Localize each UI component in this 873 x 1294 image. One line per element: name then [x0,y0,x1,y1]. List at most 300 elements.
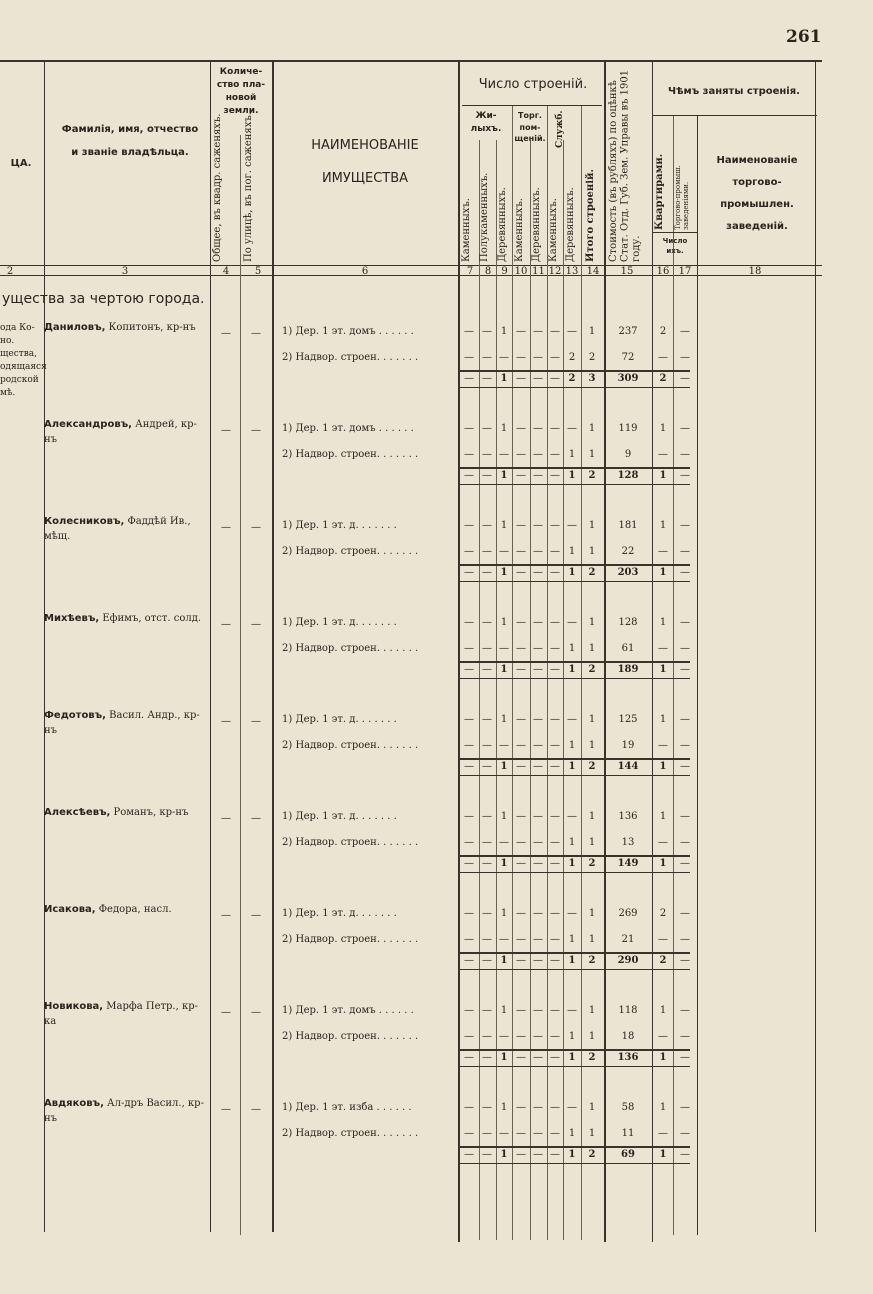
sum-stone-service: — [550,664,560,675]
sum-total-buildings: 2 [588,761,596,772]
sum-underline [458,581,690,582]
sum-wood-res: 1 [500,858,508,869]
header-wood3: Деревянныхъ. [565,187,576,262]
col-number: 3 [121,266,129,277]
wood-trade-cell: — [533,423,543,434]
sum-establishments: — [680,373,690,384]
col-number: 9 [501,266,508,277]
halfstone-res-cell: — [482,1005,492,1016]
stone-trade-cell: — [516,1031,526,1042]
sum-halfstone-res: — [482,955,492,966]
establishments-cell: — [680,1031,690,1042]
value-cell: 22 [621,546,635,557]
sum-total-buildings: 2 [588,858,596,869]
wood-trade-cell: — [533,1128,543,1139]
owner-name: Михѣевъ, Ефимъ, отст. солд. [44,613,202,624]
sum-apartments: 2 [659,955,667,966]
stone-res-cell: — [464,1128,474,1139]
sum-wood-res: 1 [500,1149,508,1160]
stone-trade-cell: — [516,811,526,822]
sum-underline [458,484,690,485]
wood-res-cell: — [499,643,509,654]
property-item: 1) Дер. 1 эт. домъ . . . . . . [282,1005,414,1016]
wood-trade-cell: — [533,326,543,337]
sum-stone-res: — [464,761,474,772]
apartments-cell: — [658,934,668,945]
total-buildings-cell: 1 [588,1128,596,1139]
total-buildings-cell: 1 [588,1031,596,1042]
sum-value: 290 [617,955,639,966]
wood-trade-cell: — [533,908,543,919]
sum-stone-trade: — [516,955,526,966]
apartments-cell: 1 [659,617,667,628]
stone-service-cell: — [550,1102,560,1113]
stone-res-cell: — [464,1005,474,1016]
property-item: 1) Дер. 1 эт. д. . . . . . . [282,520,397,531]
establishments-cell: — [680,811,690,822]
value-cell: 269 [618,908,638,919]
sum-establishments: — [680,664,690,675]
apartments-cell: 1 [659,714,667,725]
header-occupied: Чѣмъ заняты строенія. [668,86,800,97]
sum-value: 149 [617,858,639,869]
property-item: 2) Надвор. строен. . . . . . . [282,1128,419,1139]
col-number: 11 [532,266,545,277]
stone-res-cell: — [464,811,474,822]
establishments-cell: — [680,1128,690,1139]
sum-stone-service: — [550,1149,560,1160]
wood-service-cell: 1 [568,449,576,460]
sum-establishments: — [680,567,690,578]
establishments-cell: — [680,908,690,919]
sum-wood-service: 1 [568,955,576,966]
sum-value: 69 [621,1149,635,1160]
sum-wood-service: 1 [568,761,576,772]
wood-trade-cell: — [533,1031,543,1042]
stone-trade-cell: — [516,352,526,363]
sum-stone-res: — [464,373,474,384]
sum-wood-service: 1 [568,470,576,481]
stone-service-cell: — [550,326,560,337]
col-number: 18 [748,266,762,277]
sum-rule [458,1049,690,1051]
property-item: 1) Дер. 1 эт. домъ . . . . . . [282,326,414,337]
wood-service-cell: — [567,326,577,337]
total-buildings-cell: 1 [588,811,596,822]
wood-res-cell: — [499,740,509,751]
stone-trade-cell: — [516,1128,526,1139]
property-item: 1) Дер. 1 эт. д. . . . . . . [282,908,397,919]
sum-stone-trade: — [516,470,526,481]
sum-underline [458,387,690,388]
sum-establishments: — [680,955,690,966]
halfstone-res-cell: — [482,740,492,751]
stone-res-cell: — [464,423,474,434]
wood-res-cell: — [499,837,509,848]
apartments-cell: 1 [659,423,667,434]
stone-res-cell: — [464,643,474,654]
stone-trade-cell: — [516,449,526,460]
sum-wood-trade: — [533,664,543,675]
wood-res-cell: — [499,546,509,557]
owner-name: Федотовъ, Васил. Андр., кр-нъ [44,710,200,736]
value-cell: 19 [621,740,635,751]
total-buildings-cell: 1 [588,908,596,919]
col-number: 4 [222,266,230,277]
sum-apartments: 2 [659,373,667,384]
land-total-dash: — [221,328,231,339]
stone-service-cell: — [550,1031,560,1042]
establishments-cell: — [680,1005,690,1016]
sum-stone-service: — [550,567,560,578]
halfstone-res-cell: — [482,520,492,531]
stone-service-cell: — [550,352,560,363]
apartments-cell: — [658,1128,668,1139]
sum-stone-res: — [464,858,474,869]
halfstone-res-cell: — [482,837,492,848]
value-cell: 13 [621,837,635,848]
col-number: 2 [6,266,14,277]
stone-res-cell: — [464,908,474,919]
sum-halfstone-res: — [482,858,492,869]
header-left-fragment: ЦА. [10,158,32,169]
wood-trade-cell: — [533,811,543,822]
stone-trade-cell: — [516,1102,526,1113]
sum-apartments: 1 [659,1149,667,1160]
sum-stone-trade: — [516,664,526,675]
land-total-dash: — [221,425,231,436]
sum-stone-res: — [464,664,474,675]
wood-trade-cell: — [533,643,543,654]
sum-value: 144 [617,761,639,772]
header-value: Стоимость (въ рубляхъ) по оцѣнкѣ Стат. Отд. Губ. Зем. Управы въ 1901 году. [608,69,642,262]
owner-name: Александровъ, Андрей, кр-нъ [44,419,197,445]
property-item: 1) Дер. 1 эт. домъ . . . . . . [282,423,414,434]
property-item: 2) Надвор. строен. . . . . . . [282,449,419,460]
sum-stone-trade: — [516,1149,526,1160]
sum-value: 309 [617,373,639,384]
sum-establishments: — [680,761,690,772]
sum-value: 136 [617,1052,639,1063]
sum-rule [458,370,690,372]
sum-value: 128 [617,470,639,481]
col-number: 15 [620,266,634,277]
halfstone-res-cell: — [482,423,492,434]
sum-value: 189 [617,664,639,675]
stone-res-cell: — [464,714,474,725]
wood-service-cell: 1 [568,837,576,848]
stone-service-cell: — [550,714,560,725]
wood-res-cell: 1 [500,811,508,822]
col-number: 10 [514,266,528,277]
establishments-cell: — [680,714,690,725]
halfstone-res-cell: — [482,934,492,945]
wood-service-cell: 1 [568,1128,576,1139]
wood-trade-cell: — [533,740,543,751]
header-stone3: Каменныхъ. [548,198,559,262]
stone-service-cell: — [550,1128,560,1139]
sum-total-buildings: 2 [588,470,596,481]
value-cell: 125 [618,714,638,725]
col-number: 16 [656,266,670,277]
header-trade: Торг. пом-щеній. [514,111,546,144]
land-streets-dash: — [251,910,261,921]
stone-service-cell: — [550,520,560,531]
header-owner: Фамилія, имя, отчество и званіе владѣльца. [61,124,199,158]
wood-trade-cell: — [533,934,543,945]
sum-wood-res: 1 [500,761,508,772]
sum-establishments: — [680,470,690,481]
wood-trade-cell: — [533,1102,543,1113]
wood-trade-cell: — [533,837,543,848]
establishments-cell: — [680,352,690,363]
sum-rule [458,1146,690,1148]
stone-trade-cell: — [516,617,526,628]
stone-trade-cell: — [516,1005,526,1016]
wood-res-cell: — [499,1031,509,1042]
stone-res-cell: — [464,546,474,557]
sum-establishments: — [680,1052,690,1063]
stone-trade-cell: — [516,714,526,725]
property-item: 2) Надвор. строен. . . . . . . [282,546,419,557]
stone-trade-cell: — [516,740,526,751]
establishments-cell: — [680,837,690,848]
sum-rule [458,467,690,469]
value-cell: 181 [618,520,638,531]
property-item: 2) Надвор. строен. . . . . . . [282,740,419,751]
sum-wood-trade: — [533,1052,543,1063]
establishments-cell: — [680,520,690,531]
halfstone-res-cell: — [482,449,492,460]
apartments-cell: 2 [659,326,667,337]
total-buildings-cell: 1 [588,617,596,628]
stone-service-cell: — [550,546,560,557]
wood-trade-cell: — [533,714,543,725]
total-buildings-cell: 1 [588,520,596,531]
sum-stone-service: — [550,470,560,481]
sum-stone-res: — [464,1149,474,1160]
sum-halfstone-res: — [482,761,492,772]
establishments-cell: — [680,934,690,945]
apartments-cell: — [658,1031,668,1042]
stone-trade-cell: — [516,520,526,531]
owner-name: Даниловъ, Копитонъ, кр-нъ [44,322,196,333]
header-trade-establishments: Торгово-промыш. заведеніями. [674,165,691,230]
sum-apartments: 1 [659,761,667,772]
col-number: 7 [466,266,474,277]
total-buildings-cell: 1 [588,714,596,725]
wood-service-cell: 1 [568,740,576,751]
stone-trade-cell: — [516,423,526,434]
land-total-dash: — [221,1007,231,1018]
apartments-cell: 1 [659,1102,667,1113]
land-streets-dash: — [251,328,261,339]
sum-underline [458,872,690,873]
col-number: 14 [586,266,600,277]
sum-halfstone-res: — [482,1052,492,1063]
wood-res-cell: 1 [500,1005,508,1016]
stone-trade-cell: — [516,934,526,945]
land-total-dash: — [221,1104,231,1115]
wood-service-cell: 1 [568,934,576,945]
value-cell: 18 [621,1031,635,1042]
sum-apartments: 1 [659,1052,667,1063]
land-total-dash: — [221,522,231,533]
sum-apartments: 1 [659,470,667,481]
wood-service-cell: — [567,1102,577,1113]
property-item: 2) Надвор. строен. . . . . . . [282,643,419,654]
header-service: Служб. [555,110,565,148]
sum-wood-service: 1 [568,1052,576,1063]
land-streets-dash: — [251,522,261,533]
stone-res-cell: — [464,740,474,751]
stone-service-cell: — [550,449,560,460]
property-item: 1) Дер. 1 эт. изба . . . . . . [282,1102,412,1113]
value-cell: 128 [618,617,638,628]
col-number: 12 [548,266,562,277]
sum-rule [458,855,690,857]
wood-trade-cell: — [533,1005,543,1016]
header-apartments: Квартирами. [654,153,665,230]
establishments-cell: — [680,546,690,557]
col-number: 5 [254,266,262,277]
stone-service-cell: — [550,908,560,919]
wood-service-cell: — [567,520,577,531]
sum-stone-trade: — [516,761,526,772]
header-establishment-name: Наименованіе торгово-промышлен. заведеній. [716,155,798,232]
wood-res-cell: 1 [500,1102,508,1113]
total-buildings-cell: 1 [588,326,596,337]
stone-trade-cell: — [516,837,526,848]
stone-service-cell: — [550,837,560,848]
sum-underline [458,678,690,679]
wood-res-cell: — [499,449,509,460]
sum-wood-res: 1 [500,955,508,966]
sum-total-buildings: 2 [588,567,596,578]
stone-res-cell: — [464,934,474,945]
sum-halfstone-res: — [482,1149,492,1160]
sum-rule [458,564,690,566]
wood-trade-cell: — [533,617,543,628]
sum-total-buildings: 3 [588,373,596,384]
total-buildings-cell: 1 [588,934,596,945]
header-residential: Жи-лыхъ. [470,111,502,135]
header-property: НАИМЕНОВАНІЕ ИМУЩЕСТВА [311,138,419,186]
col-number: 8 [484,266,492,277]
property-item: 2) Надвор. строен. . . . . . . [282,1031,419,1042]
sum-underline [458,1163,690,1164]
total-buildings-cell: 1 [588,1102,596,1113]
col-number: 13 [565,266,579,277]
sum-stone-trade: — [516,1052,526,1063]
sum-wood-trade: — [533,470,543,481]
header-land-total: Общее, въ квадр. саженяхъ. [212,113,223,262]
wood-service-cell: — [567,908,577,919]
wood-res-cell: 1 [500,326,508,337]
col-number: 17 [678,266,692,277]
stone-trade-cell: — [516,326,526,337]
sum-total-buildings: 2 [588,955,596,966]
stone-res-cell: — [464,449,474,460]
sum-stone-service: — [550,761,560,772]
stone-service-cell: — [550,643,560,654]
sum-stone-trade: — [516,373,526,384]
sum-rule [458,758,690,760]
value-cell: 72 [621,352,635,363]
stone-service-cell: — [550,617,560,628]
wood-service-cell: — [567,811,577,822]
sum-stone-trade: — [516,567,526,578]
sum-wood-service: 1 [568,858,576,869]
sum-wood-service: 1 [568,567,576,578]
property-item: 1) Дер. 1 эт. д. . . . . . . [282,617,397,628]
sum-wood-res: 1 [500,1052,508,1063]
stone-res-cell: — [464,326,474,337]
total-buildings-cell: 1 [588,1005,596,1016]
halfstone-res-cell: — [482,617,492,628]
owner-name: Новикова, Марфа Петр., кр-ка [44,1001,198,1027]
apartments-cell: — [658,546,668,557]
wood-service-cell: 1 [568,643,576,654]
halfstone-res-cell: — [482,1102,492,1113]
sum-underline [458,775,690,776]
wood-res-cell: 1 [500,908,508,919]
halfstone-res-cell: — [482,1128,492,1139]
sum-wood-trade: — [533,761,543,772]
sum-stone-service: — [550,1052,560,1063]
property-item: 1) Дер. 1 эт. д. . . . . . . [282,811,397,822]
land-streets-dash: — [251,1104,261,1115]
apartments-cell: — [658,740,668,751]
header-wood2: Деревянныхъ. [531,187,542,262]
sum-wood-res: 1 [500,373,508,384]
wood-res-cell: 1 [500,617,508,628]
land-streets-dash: — [251,425,261,436]
land-streets-dash: — [251,813,261,824]
sum-underline [458,969,690,970]
col-number: 6 [361,266,369,277]
sum-total-buildings: 2 [588,664,596,675]
sum-stone-res: — [464,1052,474,1063]
halfstone-res-cell: — [482,714,492,725]
stone-service-cell: — [550,811,560,822]
sum-wood-res: 1 [500,470,508,481]
total-buildings-cell: 1 [588,740,596,751]
land-streets-dash: — [251,716,261,727]
sum-halfstone-res: — [482,470,492,481]
stone-res-cell: — [464,837,474,848]
sum-wood-trade: — [533,373,543,384]
sum-wood-trade: — [533,955,543,966]
sum-establishments: — [680,1149,690,1160]
sum-stone-service: — [550,373,560,384]
halfstone-res-cell: — [482,1031,492,1042]
sum-stone-service: — [550,955,560,966]
value-cell: 61 [621,643,635,654]
wood-service-cell: — [567,617,577,628]
sum-wood-service: 1 [568,664,576,675]
land-total-dash: — [221,813,231,824]
property-item: 2) Надвор. строен. . . . . . . [282,837,419,848]
stone-trade-cell: — [516,546,526,557]
sum-halfstone-res: — [482,373,492,384]
value-cell: 21 [621,934,635,945]
stone-service-cell: — [550,423,560,434]
sum-wood-trade: — [533,567,543,578]
wood-trade-cell: — [533,449,543,460]
sum-stone-res: — [464,567,474,578]
apartments-cell: — [658,449,668,460]
